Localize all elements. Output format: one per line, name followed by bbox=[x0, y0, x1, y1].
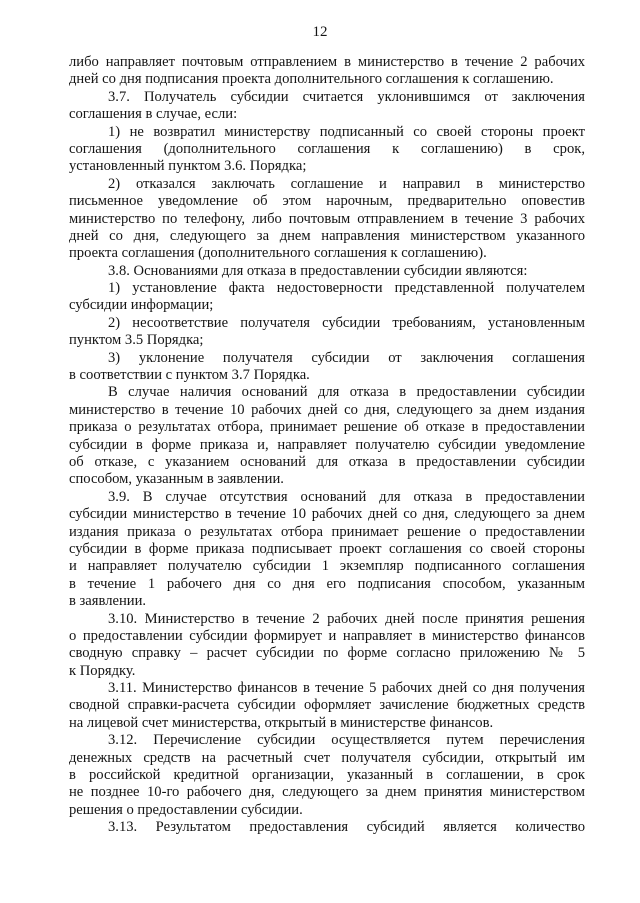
text-line: пунктом 3.5 Порядка; bbox=[69, 332, 204, 349]
text-line: в соответствии с пунктом 3.7 Порядка. bbox=[69, 367, 310, 384]
text-line: к Порядку. bbox=[69, 662, 136, 679]
text-line: сводную справку – расчет субсидии по форме согласно приложению № 5 bbox=[69, 645, 585, 662]
text-line: субсидии министерство в течение 10 рабочих дней со дня, следующего за днем bbox=[69, 506, 585, 523]
text-line: субсидии в форме приказа и, направляет получателю субсидии уведомление bbox=[69, 436, 585, 453]
section-3-13-heading-line: 3.13. Результатом предоставления субсидий является количество bbox=[108, 819, 585, 836]
text-line: способом, указанным в заявлении. bbox=[69, 471, 284, 488]
text-line: об отказе, с указанием оснований для отказа в предоставлении субсидии bbox=[69, 453, 585, 470]
list-item-line: 2) отказался заключать соглашение и направил в министерство bbox=[108, 175, 585, 192]
text-line: установленный пунктом 3.6. Порядка; bbox=[69, 158, 307, 175]
text-line: решения о предоставлении субсидии. bbox=[69, 801, 303, 818]
text-line: министерство по телефону, либо почтовым отправлением в течение 3 рабочих bbox=[69, 210, 585, 227]
document-body bbox=[69, 54, 585, 837]
text-line: денежных средств на расчетный счет получателя субсидии, открытый им bbox=[69, 749, 585, 766]
text-line: приказа о результатах отбора, принимает решение об отказе в предоставлении bbox=[69, 419, 585, 436]
text-line: дней со дня, следующего за днем направления министерством указанного bbox=[69, 227, 585, 244]
list-item-line: 3) уклонение получателя субсидии от заключения соглашения bbox=[108, 349, 585, 366]
text-line: субсидии информации; bbox=[69, 297, 214, 314]
paragraph-line: В случае наличия оснований для отказа в предоставлении субсидии bbox=[108, 384, 585, 401]
section-3-9-heading-line: 3.9. В случае отсутствия оснований для отказа в предоставлении bbox=[108, 488, 585, 505]
section-3-10-heading-line: 3.10. Министерство в течение 2 рабочих дней после принятия решения bbox=[108, 610, 585, 627]
page-number: 12 bbox=[312, 24, 328, 40]
text-line: на лицевой счет министерства, открытый в министерстве финансов. bbox=[69, 714, 494, 731]
text-line: соглашения в случае, если: bbox=[69, 106, 238, 123]
list-item-line: 1) установление факта недостоверности представленной получателем bbox=[108, 280, 585, 297]
text-line: не позднее 10-го рабочего дня, следующего за днем принятия министерством bbox=[69, 784, 585, 801]
section-3-7-heading-line: 3.7. Получатель субсидии считается уклонившимся от заключения bbox=[108, 88, 585, 105]
text-line: в российской кредитной организации, указанный в соглашении, в срок bbox=[69, 767, 585, 784]
text-line: либо направляет почтовым отправлением в министерство в течение 2 рабочих bbox=[69, 54, 585, 70]
list-item-line: 1) не возвратил министерству подписанный со своей стороны проект bbox=[108, 123, 585, 140]
text-line: издания приказа о результатах отбора принимает решение о предоставлении bbox=[69, 523, 585, 540]
section-3-8-heading-line: 3.8. Основаниями для отказа в предоставлении субсидии являются: bbox=[108, 262, 528, 279]
text-line: проекта соглашения (дополнительного соглашения к соглашению). bbox=[69, 245, 487, 262]
text-line: в заявлении. bbox=[69, 593, 147, 610]
text-line: письменное уведомление об этом нарочным, предварительно оповестив bbox=[69, 193, 585, 210]
text-line: субсидии в форме приказа подписывает проект соглашения со своей стороны bbox=[69, 540, 585, 557]
text-line: в течение 1 рабочего дня со дня его подписания способом, указанным bbox=[69, 575, 585, 592]
text-line: соглашения (дополнительного соглашения к соглашению) в срок, bbox=[69, 140, 585, 157]
text-line: и направляет получателю субсидии 1 экземпляр подписанного соглашения bbox=[69, 558, 585, 575]
list-item-line: 2) несоответствие получателя субсидии требованиям, установленным bbox=[108, 314, 585, 331]
section-3-11-heading-line: 3.11. Министерство финансов в течение 5 рабочих дней со дня получения bbox=[108, 680, 585, 697]
text-line: министерство в течение 10 рабочих дней со дня, следующего за днем издания bbox=[69, 401, 585, 418]
section-3-12-heading-line: 3.12. Перечисление субсидии осуществляется путем перечисления bbox=[108, 732, 585, 749]
text-line: сводной справки-расчета субсидии оформляет зачисление бюджетных средств bbox=[69, 697, 585, 714]
text-line: о предоставлении субсидии формирует и направляет в министерство финансов bbox=[69, 627, 585, 644]
text-line: дней со дня подписания проекта дополнительного соглашения к соглашению. bbox=[69, 71, 554, 88]
